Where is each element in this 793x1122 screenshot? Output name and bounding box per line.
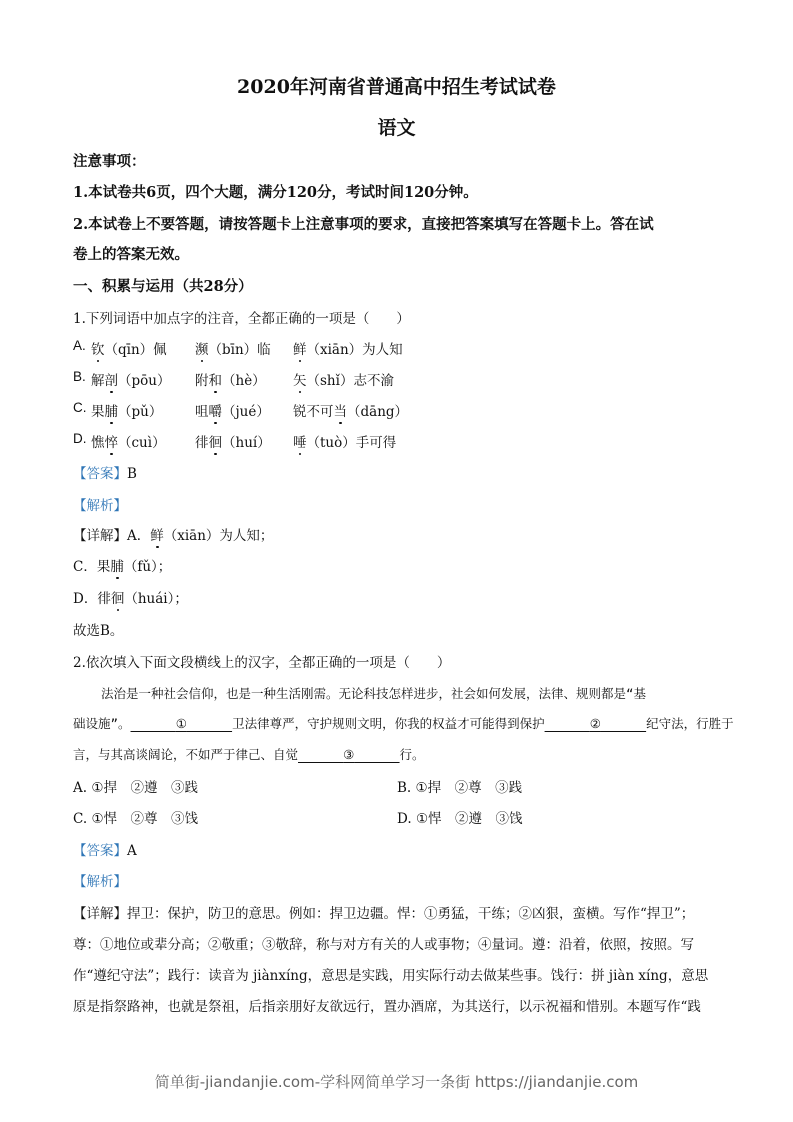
- blank-1: ①: [175, 716, 187, 731]
- q2-detail: 作“遵纪守法”；践行：读音为 jiànxíng，意思是实践，用实际行动去做某些事。饯行：拼 jiàn xíng，意思: [73, 968, 709, 984]
- phrase: 鲜（xiān）为人知: [293, 342, 403, 358]
- phrase: 唾（tuò）手可得: [293, 435, 396, 451]
- phrase: D．徘徊（huái）；: [73, 591, 188, 607]
- dotted-char: 徊: [111, 587, 125, 607]
- dotted-char: 悴: [105, 431, 119, 451]
- phrase: 钦（qīn）佩: [91, 342, 167, 358]
- dotted-char: 鲜: [150, 524, 164, 544]
- phrase: 果脯（pǔ）: [91, 404, 162, 420]
- dotted-char: 当: [334, 400, 348, 420]
- blank-2: ②: [589, 716, 601, 731]
- q2-option-a: A. ①捍 ②遵 ③践: [73, 780, 198, 796]
- dotted-char: 剖: [105, 369, 119, 389]
- q2-detail: 原是指祭路神，也就是祭祖，后指亲朋好友欲远行，置办酒席，为其送行，以示祝福和惜别。本题写作“践: [73, 999, 701, 1015]
- q2-option-b: B. ①捍 ②尊 ③践: [397, 780, 523, 796]
- notice-item: 卷上的答案无效。: [73, 246, 189, 263]
- phrase: 咀嚼（jué）: [195, 404, 270, 420]
- q1-analysis-label: 【解析】: [73, 498, 127, 514]
- phrase: 憔悴（cuì）: [91, 435, 166, 451]
- phrase: 锐不可当（dāng）: [293, 404, 408, 420]
- q2-analysis-label: 【解析】: [73, 874, 127, 890]
- phrase: C．果脯（fǔ）；: [73, 559, 171, 575]
- q2-detail: 【详解】捍卫：保护，防卫的意思。例如：捍卫边疆。悍：①勇猛，干练；②凶狠，蛮横。写作“捍卫”；: [73, 906, 695, 922]
- dotted-char: 嚼: [209, 400, 223, 420]
- phrase: 徘徊（huí）: [195, 435, 271, 451]
- answer-value: A: [127, 843, 137, 859]
- phrase: 濒（bīn）临: [195, 342, 271, 358]
- q2-option-d: D. ①悍 ②遵 ③饯: [397, 811, 523, 827]
- q2-passage: 础设施”。 ① 卫法律尊严，守护规则文明，你我的权益才可能得到保护 ② 纪守法，行胜于: [73, 716, 734, 731]
- notice-item: 1.本试卷共6页，四个大题，满分120分，考试时间120分钟。: [73, 184, 478, 201]
- q1-option-a: A. 钦（qīn）佩 濒（bīn）临 鲜（xiān）为人知: [73, 338, 403, 358]
- answer-label: 【答案】: [73, 843, 127, 859]
- q1-stem: 1.下列词语中加点字的注音，全都正确的一项是（ ）: [73, 311, 410, 327]
- notice-heading: 注意事项：: [73, 153, 146, 170]
- dotted-char: 钦: [91, 338, 105, 358]
- q2-detail: 尊：①地位或辈分高；②敬重；③敬辞，称与对方有关的人或事物；④量词。遵：沿着，依照，按照。写: [73, 937, 694, 953]
- q2-passage: 言，与其高谈阔论，不如严于律己、自觉 ③ 行。: [73, 747, 425, 762]
- blank-3: ③: [343, 747, 355, 762]
- dotted-char: 濒: [195, 338, 209, 358]
- dotted-char: 脯: [110, 555, 124, 575]
- q1-detail: [73, 587, 188, 607]
- detail-label: 【详解】: [73, 528, 127, 544]
- phrase: 附和（hè）: [195, 373, 266, 389]
- phrase: 矢（shǐ）志不渝: [293, 373, 394, 389]
- q1-detail: [73, 524, 273, 544]
- dotted-char: 矢: [293, 369, 307, 389]
- dotted-char: 脯: [105, 400, 119, 420]
- dotted-char: 和: [209, 369, 223, 389]
- q2-stem: 2.依次填入下面文段横线上的汉字，全都正确的一项是（ ）: [73, 655, 451, 671]
- q2-passage: 法治是一种社会信仰，也是一种生活刚需。无论科技怎样进步，社会如何发展，法律、规则都是“基: [101, 686, 647, 701]
- section-heading: 一、积累与运用（共28分）: [73, 278, 253, 295]
- dotted-char: 唾: [293, 431, 307, 451]
- q1-option-b: B. 解剖（pōu） 附和（hè） 矢（shǐ）志不渝: [73, 369, 394, 389]
- q1-option-c: C. 果脯（pǔ） 咀嚼（jué） 锐不可当（dāng）: [73, 400, 409, 420]
- q1-option-d: D. 憔悴（cuì） 徘徊（huí） 唾（tuò）手可得: [73, 431, 397, 451]
- phrase: A．鲜（xiān）为人知；: [127, 528, 273, 544]
- q1-answer: [73, 462, 137, 482]
- answer-value: B: [127, 466, 137, 482]
- dotted-char: 鲜: [293, 338, 307, 358]
- answer-label: 【答案】: [73, 466, 127, 482]
- q2-option-c: C. ①悍 ②尊 ③饯: [73, 811, 199, 827]
- q1-detail: [73, 555, 171, 575]
- phrase: 解剖（pōu）: [91, 373, 170, 389]
- q1-conclusion: 故选B。: [73, 623, 124, 639]
- footer-watermark: 简单街-jiandanjie.com-学科网简单学习一条街 https://jiandanjie.com: [154, 1073, 639, 1091]
- subject-title: 语文: [377, 117, 416, 139]
- exam-title: 2020年河南省普通高中招生考试试卷: [237, 76, 556, 98]
- notice-item: 2.本试卷上不要答题，请按答题卡上注意事项的要求，直接把答案填写在答题卡上。答在试: [73, 216, 654, 233]
- q2-answer: [73, 839, 137, 859]
- dotted-char: 徊: [209, 431, 223, 451]
